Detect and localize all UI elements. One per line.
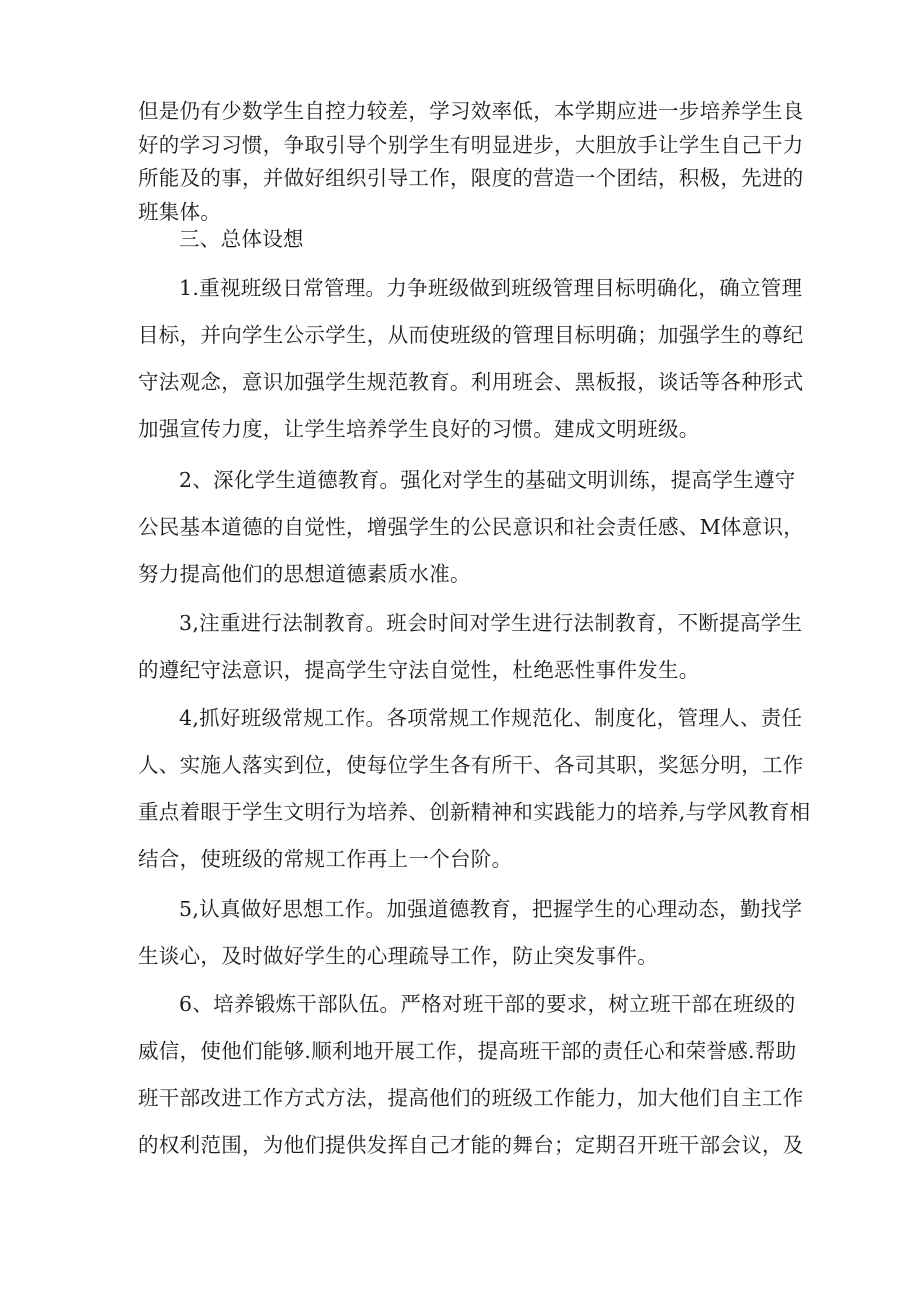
section-heading <box>138 222 788 256</box>
paragraph-item-5 <box>138 886 803 980</box>
text-line: 但是仍有少数学生自控力较差，学习效率低，本学期应进一步培养学生良 <box>138 99 804 123</box>
text-line: 生谈心，及时做好学生的心理疏导工作，防止突发事件。 <box>138 944 658 968</box>
text-line: 3,注重进行法制教育。班会时间对学生进行法制教育，不断提高学生 <box>179 611 803 635</box>
text-line: 2、深化学生道德教育。强化对学生的基础文明训练，提高学生遵守 <box>179 468 796 492</box>
text-line: 结合，使班级的常规工作再上一个台阶。 <box>138 847 513 871</box>
text-line: 1.重视班级日常管理。力争班级做到班级管理目标明确化，确立管理 <box>179 276 803 300</box>
text-line: 公民基本道德的自觉性，增强学生的公民意识和社会责任感、M体意识， <box>138 515 805 539</box>
text-line: 重点着眼于学生文明行为培养、创新精神和实践能力的培养,与学风教育相 <box>138 800 811 824</box>
text-line: 所能及的事，并做好组织引导工作，限度的营造一个团结，积极，先进的 <box>138 166 804 190</box>
text-line: 班集体。 <box>138 199 222 224</box>
text-line: 5,认真做好思想工作。加强道德教育，把握学生的心理动态，勤找学 <box>179 897 803 921</box>
text-line: 班干部改进工作方式方法，提高他们的班级工作能力，加大他们自主工作 <box>138 1086 804 1110</box>
text-line: 威信，使他们能够.顺利地开展工作，提高班干部的责任心和荣誉感.帮助 <box>138 1039 797 1063</box>
text-line: 人、实施人落实到位，使每位学生各有所干、各司其职，奖惩分明，工作 <box>138 753 804 777</box>
paragraph-item-4 <box>138 695 811 883</box>
paragraph-item-2 <box>138 457 805 598</box>
text-line: 守法观念，意识加强学生规范教育。利用班会、黑板报，谈话等各种形式 <box>138 370 804 394</box>
text-line: 目标，并向学生公示学生，从而使班级的管理目标明确；加强学生的尊纪 <box>138 323 804 347</box>
text-line: 加强宣传力度，让学生培养学生良好的习惯。建成文明班级。 <box>138 417 700 441</box>
heading-text: 三、总体设想 <box>179 227 304 251</box>
text-line: 好的学习习惯，争取引导个别学生有明显进步，大胆放手让学生自己干力 <box>138 132 804 157</box>
text-line: 的遵纪守法意识，提高学生守法自觉性，杜绝恶性事件发生。 <box>138 658 700 682</box>
text-line: 努力提高他们的思想道德素质水准。 <box>138 562 471 586</box>
paragraph-item-1 <box>138 265 804 453</box>
text-line: 4,抓好班级常规工作。各项常规工作规范化、制度化，管理人、责任 <box>179 706 803 730</box>
text-line: 6、培养锻炼干部队伍。严格对班干部的要求，树立班干部在班级的 <box>179 992 796 1016</box>
paragraph-intro-continuation <box>138 95 804 229</box>
text-line: 的权利范围，为他们提供发挥自己才能的舞台；定期召开班干部会议，及 <box>138 1133 804 1157</box>
paragraph-item-3 <box>138 600 803 694</box>
paragraph-item-6 <box>138 981 804 1169</box>
